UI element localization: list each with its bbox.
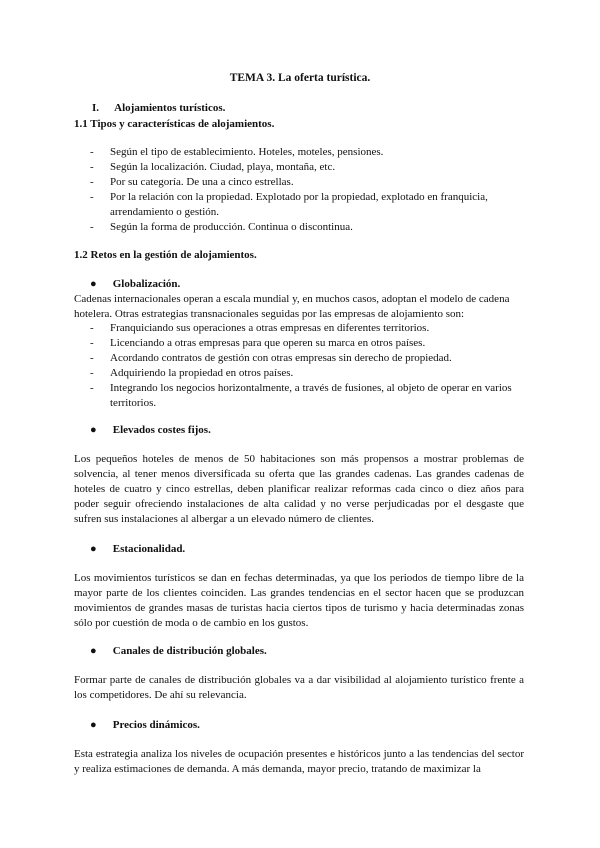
types-list — [90, 145, 530, 235]
paragraph-costes: Los pequeños hoteles de menos de 50 habitaciones son más propensos a mostrar problemas de solvencia, al tener menos diversificada su oferta que las grandes cadenas. Las grandes cadenas de hoteles de cuatro y cinco estrellas, deben planificar realizar reformas cada cinco o diez años para poder seguir ofreciendo instalaciones de alta calidad y no verse perjudicadas por el desgaste que sufren sus instalaciones al albergar a un elevado número de clientes. — [74, 453, 524, 525]
list-item: - Según el tipo de establecimiento. Hoteles, moteles, pensiones. — [90, 145, 530, 160]
list-item: - Franquiciando sus operaciones a otras empresas en diferentes territorios. — [90, 321, 530, 336]
paragraph-globalizacion: Cadenas internacionales operan a escala mundial y, en muchos casos, adoptan el modelo de cadena hotelera. Otras estrategias transnacionales seguidas por las empresas de alojamiento son: — [74, 293, 510, 320]
section-number: I. — [92, 102, 100, 114]
document-title: TEMA 3. La oferta turística. — [229, 72, 371, 84]
paragraph-estacionalidad: Los movimientos turísticos se dan en fechas determinadas, ya que los periodos de tiempo libre de la mayor parte de los clientes coinciden. Las grandes tendencias en el sector hacen que se produzcan movimientos de grandes masas de turistas hacia ciertos tipos de turismo y hacia determinadas zonas sólo por cuestión de moda o de cambio en los gustos. — [74, 572, 524, 629]
bullet-heading-precios — [90, 719, 200, 731]
strategies-list — [90, 321, 530, 411]
list-item: - Según la localización. Ciudad, playa, montaña, etc. — [90, 160, 530, 175]
bullet-icon: ● — [90, 719, 97, 731]
bullet-icon: ● — [90, 424, 97, 436]
list-item: - Integrando los negocios horizontalmente, a través de fusiones, al objeto de operar en varios territorios. — [90, 381, 530, 411]
bullet-heading-globalizacion — [90, 278, 180, 290]
bullet-heading-label: Precios dinámicos. — [112, 719, 200, 731]
paragraph-precios: Esta estrategia analiza los niveles de ocupación presentes e históricos junto a las tendencias del sector y realiza estimaciones de demanda. A más demanda, mayor precio, tratando de maximizar la — [74, 748, 524, 775]
bullet-heading-label: Elevados costes fijos. — [112, 424, 211, 436]
list-item: - Según la forma de producción. Continua o discontinua. — [90, 220, 530, 235]
bullet-heading-label: Canales de distribución globales. — [112, 645, 267, 657]
bullet-icon: ● — [90, 278, 97, 290]
bullet-heading-estacionalidad — [90, 543, 185, 555]
bullet-icon: ● — [90, 543, 97, 555]
bullet-heading-costes — [90, 424, 211, 436]
subsection-heading-1-2: 1.2 Retos en la gestión de alojamientos. — [74, 249, 257, 261]
list-item: - Por la relación con la propiedad. Explotado por la propiedad, explotado en franquicia, arrendamiento o gestión. — [90, 190, 530, 220]
list-item: - Por su categoría. De una a cinco estrellas. — [90, 175, 530, 190]
bullet-heading-canales — [90, 645, 267, 657]
list-item: - Acordando contratos de gestión con otras empresas sin derecho de propiedad. — [90, 351, 530, 366]
paragraph-canales: Formar parte de canales de distribución globales va a dar visibilidad al alojamiento turístico frente a los competidores. De ahí su relevancia. — [74, 674, 524, 701]
subsection-heading-1-1: 1.1 Tipos y características de alojamientos. — [74, 118, 275, 130]
bullet-heading-label: Globalización. — [112, 278, 181, 290]
section-heading — [92, 102, 225, 114]
bullet-icon: ● — [90, 645, 97, 657]
bullet-heading-label: Estacionalidad. — [112, 543, 186, 555]
list-item: - Licenciando a otras empresas para que operen su marca en otros países. — [90, 336, 530, 351]
section-title: Alojamientos turísticos. — [114, 102, 226, 114]
list-item: - Adquiriendo la propiedad en otros países. — [90, 366, 530, 381]
